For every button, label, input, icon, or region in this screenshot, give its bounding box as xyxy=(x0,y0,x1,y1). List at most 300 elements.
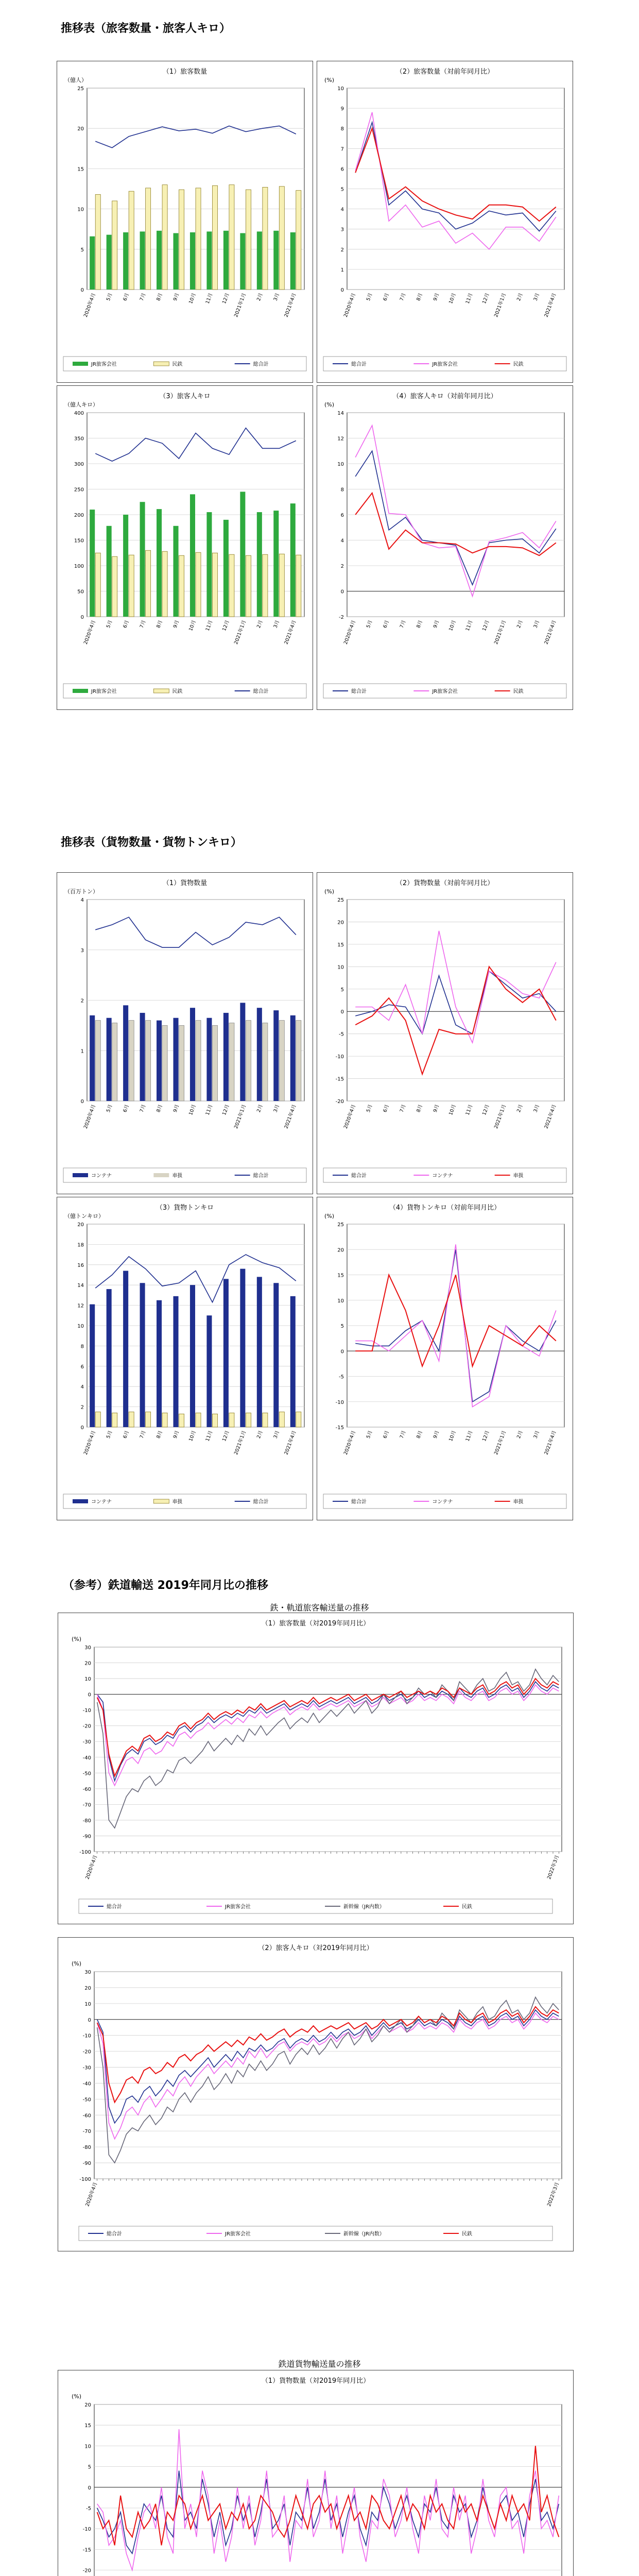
series-line xyxy=(95,917,296,947)
bar xyxy=(174,526,179,617)
bar xyxy=(257,1008,262,1101)
y-tick-label: -50 xyxy=(82,2097,91,2103)
legend-swatch xyxy=(153,1499,169,1503)
legend-label: 総合計 xyxy=(253,1499,269,1505)
legend-label: 総合計 xyxy=(107,2231,122,2237)
series-line xyxy=(355,1275,556,1366)
bar xyxy=(273,511,279,617)
x-tick-label: 2021年4月 xyxy=(543,292,558,318)
x-tick-label: 2021年4月 xyxy=(283,619,298,646)
y-tick-label: 300 xyxy=(74,462,84,467)
chart-title: （1）貨物数量（対2019年同月比） xyxy=(261,2377,370,2385)
legend-label: 総合計 xyxy=(351,1173,367,1179)
x-tick-label: 12月 xyxy=(481,1104,491,1116)
x-tick-label: 2月 xyxy=(256,619,264,629)
legend-label: 民鉄 xyxy=(462,2231,472,2237)
plot-area xyxy=(94,1647,562,1852)
series-line xyxy=(97,1669,559,1828)
y-tick-label: 20 xyxy=(84,1985,91,1991)
y-tick-label: 5 xyxy=(340,987,344,993)
chart-title: （2）旅客数量（対前年同月比） xyxy=(395,68,494,76)
x-tick-label: 3月 xyxy=(272,1104,281,1113)
x-tick-label: 6月 xyxy=(382,1430,390,1439)
y-tick-label: -60 xyxy=(82,2113,91,2119)
chart-svg xyxy=(58,1938,573,2251)
bar xyxy=(290,1015,296,1101)
x-tick-label: 10月 xyxy=(188,1430,197,1443)
y-tick-label: 4 xyxy=(80,1384,84,1391)
bar xyxy=(206,231,212,290)
x-tick-label: 2020年4月 xyxy=(342,1430,357,1456)
y-tick-label: 4 xyxy=(340,207,344,213)
y-tick-label: 0 xyxy=(80,287,84,293)
y-tick-label: -40 xyxy=(82,2081,91,2087)
y-tick-label: -2 xyxy=(339,615,344,620)
y-tick-label: 20 xyxy=(84,1660,91,1667)
bar xyxy=(229,554,234,617)
legend-swatch xyxy=(73,1173,88,1177)
bar xyxy=(296,191,301,290)
bar xyxy=(273,231,279,290)
x-tick-label: 2021年4月 xyxy=(283,1430,298,1456)
bar xyxy=(229,185,234,290)
chart-svg xyxy=(317,61,573,382)
bar xyxy=(240,1269,245,1427)
section-title-freight: 推移表（貨物数量・貨物トンキロ） xyxy=(61,836,243,849)
legend-label: 総合計 xyxy=(351,362,367,367)
x-tick-label: 2021年1月 xyxy=(233,292,248,318)
x-tick-label: 7月 xyxy=(139,292,147,302)
x-tick-label: 5月 xyxy=(365,1430,374,1439)
x-tick-label: 9月 xyxy=(172,1104,181,1113)
y-tick-label: 10 xyxy=(84,2444,91,2450)
y-tick-label: 50 xyxy=(77,589,84,595)
y-tick-label: 0 xyxy=(88,2485,91,2491)
bar xyxy=(90,236,95,290)
bar xyxy=(223,1013,229,1101)
subheading-passenger: 鉄・軌道旅客輸送量の推移 xyxy=(270,1603,369,1613)
bar xyxy=(162,185,167,290)
chart-title: （1）貨物数量 xyxy=(162,879,208,887)
series-line xyxy=(95,428,296,461)
legend-box xyxy=(79,2226,552,2241)
chart-freight-tonkm xyxy=(57,1197,313,1520)
x-tick-label: 11月 xyxy=(204,292,214,305)
y-tick-label: -10 xyxy=(335,1054,344,1060)
legend-swatch xyxy=(153,362,169,366)
bar xyxy=(129,1021,134,1101)
chart-title: （4）貨物トンキロ（対前年同月比） xyxy=(389,1204,501,1212)
y-tick-label: 10 xyxy=(337,86,344,92)
chart-svg xyxy=(58,1613,573,1924)
y-tick-label: 8 xyxy=(80,1344,84,1350)
legend-swatch xyxy=(73,689,88,693)
series-line xyxy=(355,931,556,1043)
y-tick-label: -5 xyxy=(339,1031,344,1038)
bar xyxy=(157,231,162,290)
y-tick-label: 20 xyxy=(337,920,344,926)
chart-svg xyxy=(57,61,313,382)
x-tick-label: 8月 xyxy=(416,292,424,302)
x-tick-label: 7月 xyxy=(139,1430,147,1439)
bar xyxy=(279,187,284,290)
y-tick-label: -15 xyxy=(335,1425,344,1431)
bar xyxy=(90,1304,95,1427)
x-tick-label: 2020年4月 xyxy=(342,292,357,318)
bar xyxy=(263,554,268,617)
chart-freight-volume xyxy=(57,872,313,1194)
y-tick-label: 20 xyxy=(84,2402,91,2408)
bar xyxy=(123,515,128,617)
bar xyxy=(273,1010,279,1101)
x-tick-label: 6月 xyxy=(122,1104,130,1113)
x-tick-label: 12月 xyxy=(481,292,491,305)
x-tick-label: 2月 xyxy=(256,1430,264,1439)
bar xyxy=(212,1414,217,1427)
x-tick-label: 12月 xyxy=(221,1430,231,1443)
x-tick-label: 5月 xyxy=(365,292,374,302)
bar xyxy=(296,1412,301,1427)
y-tick-label: 10 xyxy=(337,462,344,467)
y-tick-label: -90 xyxy=(82,1834,91,1840)
y-tick-label: -10 xyxy=(82,1708,91,1714)
x-tick-label: 11月 xyxy=(204,619,214,632)
x-tick-label-first: 2020年4月 xyxy=(84,1854,99,1880)
bar xyxy=(95,194,100,290)
y-tick-label: 15 xyxy=(77,166,84,173)
x-tick-label: 9月 xyxy=(432,1430,441,1439)
section-title-reference: （参考）鉄道輸送 2019年同月比の推移 xyxy=(63,1579,268,1592)
bar xyxy=(140,502,145,617)
bar xyxy=(112,201,117,290)
x-tick-label-last: 2022年3月 xyxy=(546,2181,561,2208)
chart-svg xyxy=(57,873,313,1194)
x-tick-label: 12月 xyxy=(481,1430,491,1443)
bar xyxy=(263,187,268,290)
y-tick-label: 14 xyxy=(337,411,344,416)
y-axis-label: （億トンキロ） xyxy=(64,1213,104,1219)
x-tick-label: 2021年4月 xyxy=(543,1430,558,1456)
bar xyxy=(290,232,296,290)
bar xyxy=(190,1008,195,1101)
bar xyxy=(240,492,245,617)
x-tick-label: 5月 xyxy=(105,1104,114,1113)
y-tick-label: -10 xyxy=(82,2527,91,2533)
chart-svg xyxy=(58,2370,573,2576)
y-tick-label: -50 xyxy=(82,1771,91,1777)
x-tick-label: 2021年1月 xyxy=(493,1104,508,1130)
legend-label: 総合計 xyxy=(253,362,269,367)
y-tick-label: 10 xyxy=(77,207,84,213)
legend-label: コンテナ xyxy=(432,1173,453,1179)
bar xyxy=(107,1289,112,1427)
bar xyxy=(206,1315,212,1427)
y-axis-label: （億人キロ） xyxy=(64,401,98,408)
x-tick-label: 6月 xyxy=(122,619,130,629)
y-tick-label: 8 xyxy=(340,126,344,132)
x-tick-label: 12月 xyxy=(221,619,231,632)
bar xyxy=(190,494,195,617)
subheading-freight: 鉄道貨物輸送量の推移 xyxy=(278,2359,361,2369)
x-tick-label: 12月 xyxy=(221,292,231,305)
x-tick-label: 6月 xyxy=(382,619,390,629)
bar xyxy=(263,1023,268,1101)
series-line xyxy=(95,126,296,148)
x-tick-label: 2020年4月 xyxy=(82,1104,97,1130)
y-tick-label: 5 xyxy=(88,2464,91,2470)
x-tick-label: 6月 xyxy=(382,1104,390,1113)
y-tick-label: 6 xyxy=(80,1364,84,1370)
y-tick-label: -60 xyxy=(82,1786,91,1792)
x-tick-label: 9月 xyxy=(432,619,441,629)
bar xyxy=(146,550,151,617)
bar xyxy=(179,1025,184,1101)
x-tick-label: 2020年4月 xyxy=(82,292,97,318)
chart-title: （1）旅客数量（対2019年同月比） xyxy=(261,1620,370,1628)
x-tick-label: 10月 xyxy=(448,1430,457,1443)
bar xyxy=(246,1413,251,1427)
legend-label: JR旅客会社 xyxy=(432,689,458,694)
x-tick-label: 2月 xyxy=(516,1430,524,1439)
x-tick-label: 11月 xyxy=(204,1430,214,1443)
bar xyxy=(190,1285,195,1427)
bar xyxy=(174,1296,179,1427)
legend-label: 民鉄 xyxy=(172,689,183,694)
y-tick-label: 14 xyxy=(77,1283,84,1289)
x-tick-label: 2月 xyxy=(516,619,524,629)
chart-title: （2）旅客人キロ（対2019年同月比） xyxy=(258,1944,373,1952)
x-tick-label: 2021年1月 xyxy=(233,1430,248,1456)
y-tick-label: 20 xyxy=(77,1222,84,1228)
y-tick-label: -10 xyxy=(82,2033,91,2039)
x-tick-label: 7月 xyxy=(399,619,407,629)
y-tick-label: -30 xyxy=(82,2065,91,2071)
x-tick-label: 7月 xyxy=(139,619,147,629)
y-tick-label: 16 xyxy=(77,1262,84,1268)
legend-swatch xyxy=(73,1499,88,1503)
bar xyxy=(223,231,229,290)
y-tick-label: 15 xyxy=(337,1273,344,1279)
y-tick-label: 25 xyxy=(337,1222,344,1228)
legend-label: 民鉄 xyxy=(513,362,524,367)
bar xyxy=(223,520,229,617)
bar xyxy=(123,232,128,290)
y-tick-label: 0 xyxy=(80,1099,84,1105)
x-tick-label: 3月 xyxy=(272,619,281,629)
bar xyxy=(146,1412,151,1427)
y-tick-label: 15 xyxy=(84,2423,91,2429)
bar xyxy=(95,1412,100,1427)
series-line xyxy=(355,451,556,585)
chart-svg xyxy=(57,1197,313,1520)
x-tick-label: 2021年1月 xyxy=(493,292,508,318)
y-tick-label: 200 xyxy=(74,513,84,518)
chart-passenger-km-vs2019 xyxy=(58,1937,574,2251)
y-tick-label: 6 xyxy=(340,513,344,518)
y-tick-label: 2 xyxy=(340,564,344,569)
bar xyxy=(290,503,296,617)
x-tick-label: 3月 xyxy=(272,1430,281,1439)
series-line xyxy=(355,426,556,597)
x-tick-label: 2020年4月 xyxy=(82,619,97,646)
y-tick-label: 30 xyxy=(84,1970,91,1975)
bar xyxy=(157,509,162,617)
x-tick-label: 5月 xyxy=(365,619,374,629)
x-tick-label: 10月 xyxy=(448,292,457,305)
x-tick-label: 8月 xyxy=(156,619,164,629)
y-tick-label: 15 xyxy=(337,942,344,948)
x-tick-label: 10月 xyxy=(188,619,197,632)
x-tick-label: 9月 xyxy=(432,1104,441,1113)
bar xyxy=(212,1025,217,1101)
y-tick-label: 2 xyxy=(340,247,344,253)
y-tick-label: 400 xyxy=(74,411,84,416)
y-tick-label: 10 xyxy=(337,1298,344,1304)
chart-svg xyxy=(57,386,313,709)
x-tick-label: 7月 xyxy=(399,292,407,302)
bar xyxy=(129,555,134,617)
y-tick-label: 12 xyxy=(77,1303,84,1309)
y-tick-label: -20 xyxy=(82,2568,91,2574)
legend-label: コンテナ xyxy=(432,1499,453,1505)
bar xyxy=(257,512,262,617)
x-tick-label: 10月 xyxy=(448,1104,457,1116)
y-axis-label: (%) xyxy=(324,888,335,895)
bar xyxy=(257,1277,262,1427)
y-tick-label: 2 xyxy=(80,998,84,1004)
legend-label: JR旅客会社 xyxy=(225,2231,251,2237)
x-tick-label: 11月 xyxy=(464,292,474,305)
bar xyxy=(196,1021,201,1101)
y-tick-label: -100 xyxy=(79,2177,91,2182)
legend-label: JR旅客会社 xyxy=(225,1904,251,1910)
legend-label: コンテナ xyxy=(91,1173,112,1179)
plot-area xyxy=(94,1972,562,2179)
bar xyxy=(140,1283,145,1427)
y-tick-label: 5 xyxy=(340,187,344,193)
x-tick-label: 2月 xyxy=(256,292,264,302)
y-tick-label: 8 xyxy=(340,487,344,493)
bar xyxy=(179,1414,184,1427)
bar xyxy=(95,553,100,617)
bar xyxy=(279,554,284,617)
legend-label: 民鉄 xyxy=(462,1904,472,1910)
chart-freight-volume-yoy xyxy=(317,872,573,1194)
x-tick-label: 2021年1月 xyxy=(493,1430,508,1456)
x-tick-label: 7月 xyxy=(399,1104,407,1113)
x-tick-label: 2021年1月 xyxy=(233,1104,248,1130)
x-tick-label: 8月 xyxy=(156,1430,164,1439)
x-tick-label: 3月 xyxy=(272,292,281,302)
y-tick-label: -90 xyxy=(82,2161,91,2167)
y-tick-label: -40 xyxy=(82,1755,91,1761)
legend-label: 車扱 xyxy=(513,1499,524,1505)
x-tick-label: 11月 xyxy=(464,1430,474,1443)
section-title-passenger: 推移表（旅客数量・旅客人キロ） xyxy=(61,22,231,35)
x-tick-label: 12月 xyxy=(221,1104,231,1116)
y-tick-label: 10 xyxy=(77,1324,84,1329)
x-tick-label: 9月 xyxy=(432,292,441,302)
bar xyxy=(246,1021,251,1101)
x-tick-label: 3月 xyxy=(532,1430,541,1439)
series-line xyxy=(97,1685,559,1785)
legend-label: 新幹線（JR内数） xyxy=(343,2231,385,2237)
bar xyxy=(263,1413,268,1427)
bar xyxy=(229,1413,234,1427)
bar xyxy=(112,556,117,617)
bar xyxy=(90,510,95,617)
x-tick-label: 11月 xyxy=(204,1104,214,1116)
bar xyxy=(162,1413,167,1427)
plot-area xyxy=(94,2404,562,2576)
series-line xyxy=(97,1682,559,1781)
y-axis-label: (%) xyxy=(72,1636,82,1642)
y-tick-label: 5 xyxy=(80,247,84,253)
y-axis-label: (%) xyxy=(324,77,335,83)
x-tick-label: 5月 xyxy=(105,619,114,629)
y-tick-label: 1 xyxy=(340,267,344,273)
bar xyxy=(129,1412,134,1427)
x-tick-label: 5月 xyxy=(105,292,114,302)
bar xyxy=(90,1015,95,1101)
x-tick-label: 10月 xyxy=(188,1104,197,1116)
chart-svg xyxy=(317,386,573,709)
legend-label: 総合計 xyxy=(253,1173,269,1179)
y-tick-label: 100 xyxy=(74,564,84,569)
x-tick-label: 8月 xyxy=(156,1104,164,1113)
bar xyxy=(290,1296,296,1427)
x-tick-label: 3月 xyxy=(532,619,541,629)
legend-label: 民鉄 xyxy=(172,362,183,367)
x-tick-label: 9月 xyxy=(172,1430,181,1439)
x-tick-label: 6月 xyxy=(122,292,130,302)
x-tick-label: 12月 xyxy=(481,619,491,632)
y-tick-label: -80 xyxy=(82,1818,91,1824)
x-tick-label: 8月 xyxy=(416,1430,424,1439)
y-tick-label: 12 xyxy=(337,436,344,442)
bar xyxy=(162,551,167,617)
y-tick-label: 0 xyxy=(340,589,344,595)
bar xyxy=(174,233,179,290)
bar xyxy=(179,190,184,290)
x-tick-label: 8月 xyxy=(416,619,424,629)
x-tick-label: 7月 xyxy=(399,1430,407,1439)
x-tick-label: 5月 xyxy=(365,1104,374,1113)
bar xyxy=(240,233,245,290)
y-tick-label: 0 xyxy=(80,615,84,620)
y-tick-label: -80 xyxy=(82,2145,91,2151)
bar xyxy=(229,1023,234,1101)
y-axis-label: (%) xyxy=(324,401,335,408)
y-tick-label: 4 xyxy=(80,897,84,903)
legend-label: 総合計 xyxy=(107,1904,122,1910)
bar xyxy=(223,1279,229,1427)
y-tick-label: -5 xyxy=(339,1374,344,1380)
legend-label: 新幹線（JR内数） xyxy=(343,1904,385,1910)
bar xyxy=(279,1412,284,1427)
x-tick-label: 9月 xyxy=(172,292,181,302)
y-tick-label: -5 xyxy=(86,2506,91,2512)
y-tick-label: -15 xyxy=(82,2547,91,2553)
bar xyxy=(246,555,251,617)
y-tick-label: 3 xyxy=(340,227,344,233)
chart-passenger-volume-yoy xyxy=(317,61,573,383)
y-tick-label: 0 xyxy=(340,1349,344,1355)
chart-freight-tonkm-yoy xyxy=(317,1197,573,1520)
y-tick-label: -10 xyxy=(335,1399,344,1405)
y-tick-label: 0 xyxy=(340,287,344,293)
y-tick-label: 10 xyxy=(337,964,344,971)
